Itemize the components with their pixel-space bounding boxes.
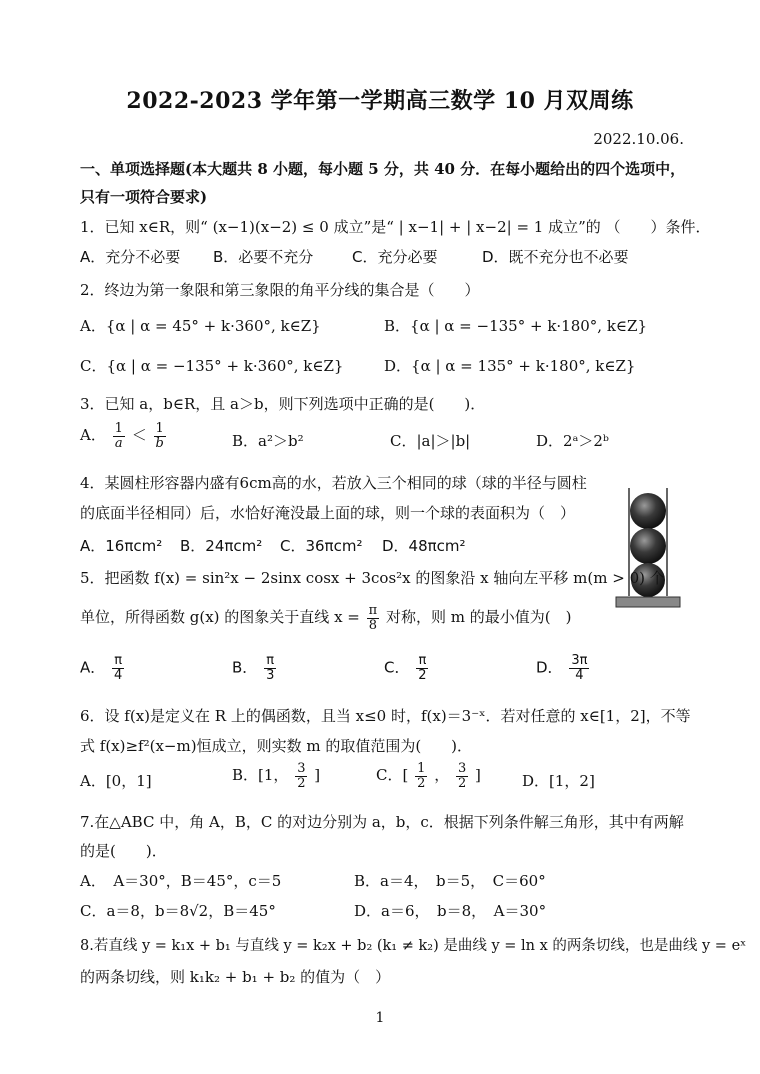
q6-line1: 6．设 f(x)是定义在 R 上的偶函数，且当 x≤0 时，f(x)＝3⁻ˣ．若对任意的 x∈[1，2]，不等 [80,707,691,725]
q6-option-c [376,762,481,790]
q5-line2 [80,604,571,632]
q2-option-a: A．{α | α = 45° + k·360°, k∈Z} [80,317,321,335]
denominator: 2 [417,775,426,791]
fraction-1-over-b [153,422,165,450]
fraction-pi-over-8 [367,604,380,632]
q6-option-b [232,762,320,790]
q3-option-b: B．a²＞b² [232,432,304,450]
numerator: π [114,653,123,668]
exam-date: 2022.10.06. [593,130,684,148]
q3-option-d: D．2ᵃ＞2ᵇ [536,432,609,450]
q6-option-c-pre: C．[ [376,766,409,785]
q4-option-d: D．48πcm² [382,537,466,555]
q6-option-b-pre: B．[1， [232,766,289,785]
page-title: 2022-2023 学年第一学期高三数学 10 月双周练 [126,88,634,114]
numerator: 1 [114,421,123,436]
q1-option-d: D．既不充分也不必要 [482,248,629,266]
q3-option-a-label: A． [80,426,106,445]
q8-line2: 的两条切线，则 k₁k₂ + b₁ + b₂ 的值为（ ） [80,968,391,986]
numerator: π [266,653,275,668]
denominator: 2 [297,775,306,791]
denominator: 2 [457,775,467,791]
numerator: 1 [417,761,426,776]
q1-option-c: C．充分必要 [352,248,438,266]
q6-line2: 式 f(x)≥f²(x−m)恒成立，则实数 m 的取值范围为( )． [80,737,473,755]
q3-option-a [80,422,168,450]
q7-line1: 7.在△ABC 中，角 A，B，C 的对边分别为 a，b，c．根据下列条件解三角形，其中有两解 [80,813,684,831]
q4-line2: 的底面半径相同）后，水恰好淹没最上面的球，则一个球的表面积为（ ） [80,504,576,522]
q5-option-a-label: A． [80,658,106,677]
fraction-1-over-a [113,422,125,450]
fraction-1-over-2 [415,762,427,790]
fraction-pi-over-3 [264,654,276,682]
denominator: 4 [575,667,584,683]
fraction-pi-over-2 [416,654,428,682]
q5-line1: 5．把函数 f(x) = sin²x − 2sinx cosx + 3cos²x 的图象沿 x 轴向左平移 m(m > 0) 个 [80,569,665,587]
fraction-3-over-2 [456,762,468,790]
q7-line2: 的是( )． [80,842,167,860]
q4-option-c: C．36πcm² [280,537,363,555]
q5-option-d-label: D． [536,658,563,677]
q3-option-c: C．|a|＞|b| [390,432,471,450]
cylinder-with-balls-icon [612,484,682,610]
q2-option-b: B．{α | α = −135° + k·180°, k∈Z} [384,317,648,335]
denominator: 3 [266,667,275,683]
q3-stem: 3．已知 a，b∈R，且 a＞b，则下列选项中正确的是( )． [80,395,486,413]
denominator: b [155,435,164,451]
q1-option-b: B．必要不充分 [213,248,314,266]
q4-option-b: B．24πcm² [180,537,263,555]
q5-option-c [384,654,431,682]
q7-option-a: A． A＝30°，B＝45°，c＝5 [80,872,282,890]
bracket-close: ] [475,766,481,785]
q5-line2-pre: 单位，所得函数 g(x) 的图象关于直线 x = [80,608,360,627]
q7-option-b: B．a＝4， b＝5， C＝60° [354,872,546,890]
q6-option-a: A．[0，1] [80,772,152,790]
fraction-3-over-2 [295,762,307,790]
q5-option-b-label: B． [232,658,258,677]
q2-option-d: D．{α | α = 135° + k·180°, k∈Z} [384,357,636,375]
q1-stem: 1．已知 x∈R，则“ (x−1)(x−2) ≤ 0 成立”是“ | x−1| + | x−2| = 1 成立”的 （ ）条件． [80,218,711,236]
q7-option-d: D．a＝6， b＝8， A＝30° [354,902,547,920]
bracket-close: ] [314,766,321,785]
fraction-3pi-over-4 [569,654,589,682]
numerator: π [368,603,378,618]
q6-option-d: D．[1，2] [522,772,595,790]
q5-option-a [80,654,126,682]
denominator: 8 [368,617,378,633]
q5-option-b [232,654,278,682]
denominator: 2 [418,667,427,683]
q5-line2-post: 对称，则 m 的最小值为( ) [385,608,572,627]
numerator: 3 [457,761,467,776]
less-than-sign: ＜ [131,426,147,445]
denominator: a [114,435,123,451]
q5-option-c-label: C． [384,658,410,677]
q4-line1: 4．某圆柱形容器内盛有6cm高的水，若放入三个相同的球（球的半径与圆柱 [80,474,587,492]
q1-option-a: A．充分不必要 [80,248,181,266]
fraction-pi-over-4 [112,654,124,682]
section-heading-line1: 一、单项选择题(本大题共 8 小题，每小题 5 分，共 40 分．在每小题给出的四个选项中， [80,160,686,178]
q5-option-d [536,654,591,682]
numerator: 1 [155,421,164,436]
page-number: 1 [375,1010,385,1026]
denominator: 4 [114,667,123,683]
q4-option-a: A．16πcm² [80,537,163,555]
section-heading-line2: 只有一项符合要求) [80,188,208,206]
q2-option-c: C．{α | α = −135° + k·360°, k∈Z} [80,357,344,375]
q7-option-c: C．a＝8，b＝8√2，B＝45° [80,902,276,920]
q8-line1: 8.若直线 y = k₁x + b₁ 与直线 y = k₂x + b₂ (k₁ ≠ k₂) 是曲线 y = ln x 的两条切线，也是曲线 y = eˣ [80,938,747,954]
comma: ， [434,766,450,785]
q2-stem: 2．终边为第一象限和第三象限的角平分线的集合是（ ） [80,281,480,299]
numerator: π [418,653,427,668]
numerator: 3π [571,653,588,668]
cylinder-figure [612,484,682,614]
numerator: 3 [297,761,306,776]
